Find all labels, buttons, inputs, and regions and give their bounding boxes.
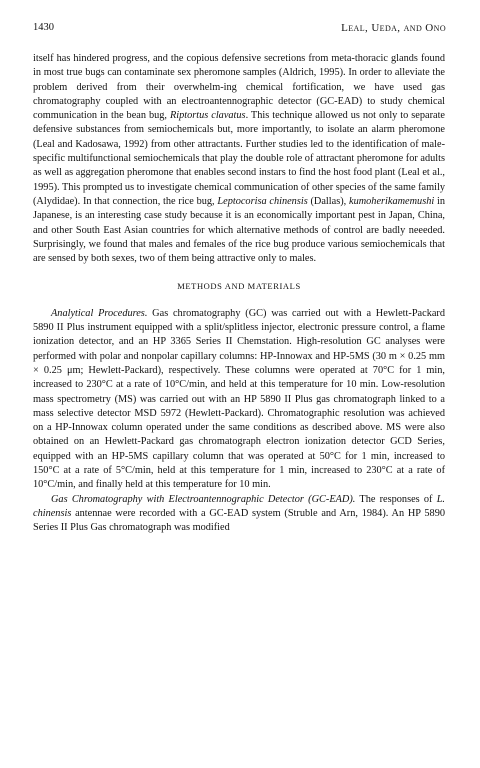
japanese-name: kumoherikamemushi: [349, 195, 435, 207]
species-name: Riptortus clavatus: [169, 110, 246, 122]
gc-ead-paragraph: Gas Chromatography with Electroantennographic Detector (GC-EAD). The responses of L. chinensis antennae were recorded with a GC-EAD system (Struble and Arn, 1984). An HP 5890 Series II Plus Gas chromatograph was modified: [33, 493, 446, 534]
intro-paragraph: itself has hindered progress, and the copious defensive secretions from meta-thoracic glands found in most true bugs can contaminate sex pheromone samples (Aldrich, 1995). In order to alleviate the problem derived from their overwhelm-ing chemical fortification, we have used gas chromatography coupled with an electroantennographic detector (GC-EAD) to study chemical communication in the bean bug, Riptortus clavatus. This technique allowed us not only to separate defensive substances from semiochemicals but, more importantly, to isolate an alarm pheromone (Leal and Kadosawa, 1992) from other attractants. Further studies led to the identification of male-specific multifunctional semiochemicals that play the double role of attractant pheromone for adults as well as aggregation pheromone that enables second instars to find the host food plant (Leal et al., 1995). This prompted us to investigate chemical communication of other species of the same family (Alydidae). In that connection, the rice bug, Leptocorisa chinensis (Dallas), kumoherikamemushi in Japanese, is an interesting case study because it is an economically important pest in Japan, China, and other South East Asian countries for which alternative methods of control are badly neeeded. Surprisingly, we found that males and females of the rice bug produce various semiochemicals that are sensed by both sexes, two of them being attractive only to males.: [33, 53, 446, 265]
analytical-procedures-paragraph: Analytical Procedures. Gas chromatography (GC) was carried out with a Hewlett-Packard 5890 II Plus instrument equipped with a split/splitless injector, electronic pressure control, a flame ionization detector, and an HP 3365 Series II Chemstation. High-resolution GC analyses were performed with polar and nonpolar capillary columns: HP-Innowax and HP-5MS (30 m × 0.25 mm × 0.25 μm; Hewlett-Packard), respectively. These columns were operated at 70°C for 1 min, increased to 230°C at a rate of 10°C/min, and held at this temperature for 10 min. Low-resolution mass spectrometry (MS) was carried out with an HP 5890 II Plus gas chromatograph linked to a mass selective detector MSD 5972 (Hewlett-Packard). Chromatographic resolution was achieved on a HP-Innowax column operated under the same conditions as described above. MS were also obtained on an Hewlett-Packard gas chromatograph electron ionization detector GCD Series, equipped with an HP-5MS capillary column that was operated at 50°C for 1 min, increased to 150°C at a rate of 5°C/min, held at this temperature for 1 min, increased to 230°C at a rate of 10°C/min, and finally held at this temperature for 10 min.: [33, 307, 445, 491]
page-header: [33, 22, 446, 34]
species-name: Leptocorisa chinensis: [217, 195, 308, 207]
page-number: 1430: [33, 22, 54, 33]
species-name: L. chinensis: [33, 493, 446, 519]
paragraph-heading: Gas Chromatography with Electroantennographic Detector (GC-EAD).: [51, 493, 356, 505]
paragraph-heading: Analytical Procedures.: [51, 307, 148, 319]
body-text: [33, 52, 445, 536]
running-head: Leal, Ueda, and Ono: [341, 22, 446, 34]
section-title: METHODS AND MATERIALS: [177, 281, 301, 292]
